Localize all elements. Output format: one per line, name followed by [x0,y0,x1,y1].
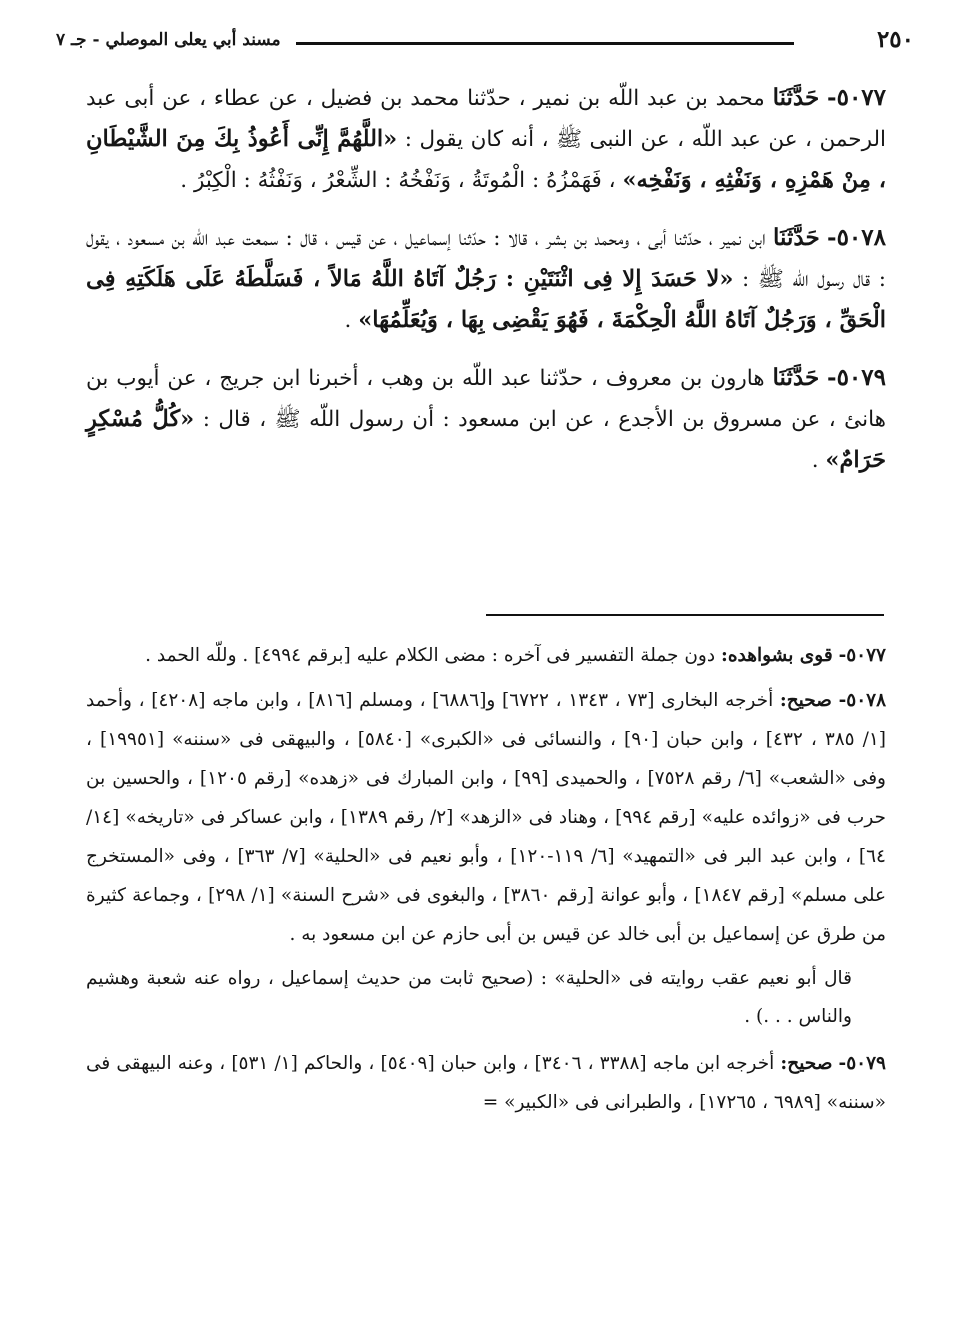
running-header [56,26,914,58]
footnote-text: أخرجه البخارى [٧٣ ، ١٣٤٣ ، ٦٧٢٢] و[٦٨٨٦] ، ومسلم [٨١٦] ، وابن ماجه [٤٢٠٨] ، وأحمد [١/ ٣٨٥ ، ٤٣٢] ، وابن حبان [٩٠] ، والنسائى فى «الكبرى» [٥٨٤٠] ، والبيهقى فى «سننه» [١٩٩٥١] ، وفى «الشعب» [٦/ رقم ٧٥٢٨] ، والحميدى [٩٩] ، وابن المبارك فى «زهده» [رقم ١٢٠٥] ، والحسين بن حرب فى «زوائده عليه» [رقم ٩٩٤] ، وهناد فى «الزهد» [٢/ رقم ١٣٨٩] ، وابن عساكر فى «تاريخه» [١٤/ ٦٤] ، وابن عبد البر فى «التمهيد» [٦/ ١١٩-١٢٠] ، وأبو نعيم فى «الحلية» [٧/ ٣٦٣] ، وفى «المستخرج على مسلم» [رقم ١٨٤٧] ، وأبو عوانة [رقم ٣٨٦٠] ، والبغوى فى «شرح السنة» [١/ ٢٩٨] ، وجماعة كثيرة من طرق عن إسماعيل بن أبى خالد عن قيس بن أبى حازم عن ابن مسعود به . [86,690,887,945]
hadith-explanation: ، فَهَمْزُهُ : الْمُوتَةُ ، وَنَفْخُهُ : الشِّعْرُ ، وَنَفْثُهُ : الْكِبْرُ . [180,168,616,193]
footnote-5078 [86,681,886,954]
narration-verb: حَدَّثَنَا [772,364,820,391]
hadith-5079 [86,358,886,481]
footnote-grade: صحيح: [780,1053,833,1074]
footnote-number: ٥٠٧٩- [838,1053,886,1074]
hadith-5077 [86,78,886,201]
hadith-number: ٥٠٧٧- [827,84,887,111]
hadith-explanation: . [344,308,352,333]
footnote-grade: قوى بشواهده: [721,645,833,666]
hadith-5078 [86,218,886,341]
hadith-number: ٥٠٧٨- [827,224,886,251]
footnote-number: ٥٠٧٨- [838,690,887,711]
footnote-5077 [86,636,886,675]
footnote-5078-remark: قال أبو نعيم عقب روايته فى «الحلية» : (صحيح ثابت من حديث إسماعيل ، رواه عنه شعبة وهشيم والناس . . .) . [86,968,852,1027]
book-title: مسند أبي يعلى الموصلي - جـ ٧ [56,30,281,50]
footnote-separator [486,614,884,616]
narration-verb: حَدَّثَنَا [772,84,820,111]
hadith-explanation: . [811,448,819,473]
header-rule [296,42,794,45]
footnote-5079 [86,1044,886,1122]
isnad-text: هارون بن معروف ، حدّثنا عبد اللّه بن وهب ، أخبرنا ابن جريج ، عن أيوب بن هانئ ، عن مسروق بن الأجدع ، عن ابن مسعود : أن رسول اللّه ﷺ ، قال : [86,366,886,432]
isnad-text: محمد بن عبد اللّه بن نمير ، حدّثنا محمد بن فضيل ، عن عطاء ، عن أبى عبد الرحمن ، عن عبد اللّه ، عن النبى ﷺ ، أنه كان يقول : [86,86,886,152]
footnote-text: أخرجه ابن ماجه [٣٣٨٨ ، ٣٤٠٦] ، وابن حبان [٥٤٠٩] ، والحاكم [١/ ٥٣١] ، وعنه البيهقى فى «سننه» [٦٩٨٩ ، ١٧٢٦٥] ، والطبرانى فى «الكبير» = [86,1053,886,1113]
footnote-text: دون جملة التفسير فى آخره : مضى الكلام عليه [برقم ٤٩٩٤] . وللّه الحمد . [145,645,716,666]
hadith-quote: «كُلُّ مُسْكِرٍ حَرَامٌ» [86,406,886,473]
isnad-text: ابن نمير ، حدّثنا أبى ، ومحمد بن بشر ، قالا : حدّثنا إسماعيل ، عن قيس ، قال : سمعت عبد اللّه بن مسعود ، يقول : قال رسول اللّه ﷺ : [86,226,886,292]
footnote-grade: صحيح: [779,690,832,711]
hadith-quote: «لا حَسَدَ إِلا فِى اثْنَتَيْنِ : رَجُلٌ آتَاهُ اللَّهُ مَالاً ، فَسَلَّطَهُ عَلَى هَلَكَتِهِ فِى الْحَقِّ ، وَرَجُلٌ آتَاهُ اللَّهُ الْحِكْمَةَ ، فَهُوَ يَقْضِى بِهَا ، وَيُعَلِّمُهَا» [86,266,886,333]
hadith-text-block [86,78,886,498]
page-number: ٢٥٠ [876,26,914,53]
narration-verb: حَدَّثَنَا [773,224,820,251]
hadith-number: ٥٠٧٩- [827,364,886,391]
footnotes-block [86,636,886,1128]
footnote-number: ٥٠٧٧- [838,645,886,666]
hadith-quote: «اللَّهُمَّ إِنِّى أَعُوذُ بِكَ مِنَ الشَّيْطَانِ ، مِنْ هَمْزِهِ ، وَنَفْثِهِ ، وَنَفْخِه» [86,126,886,193]
